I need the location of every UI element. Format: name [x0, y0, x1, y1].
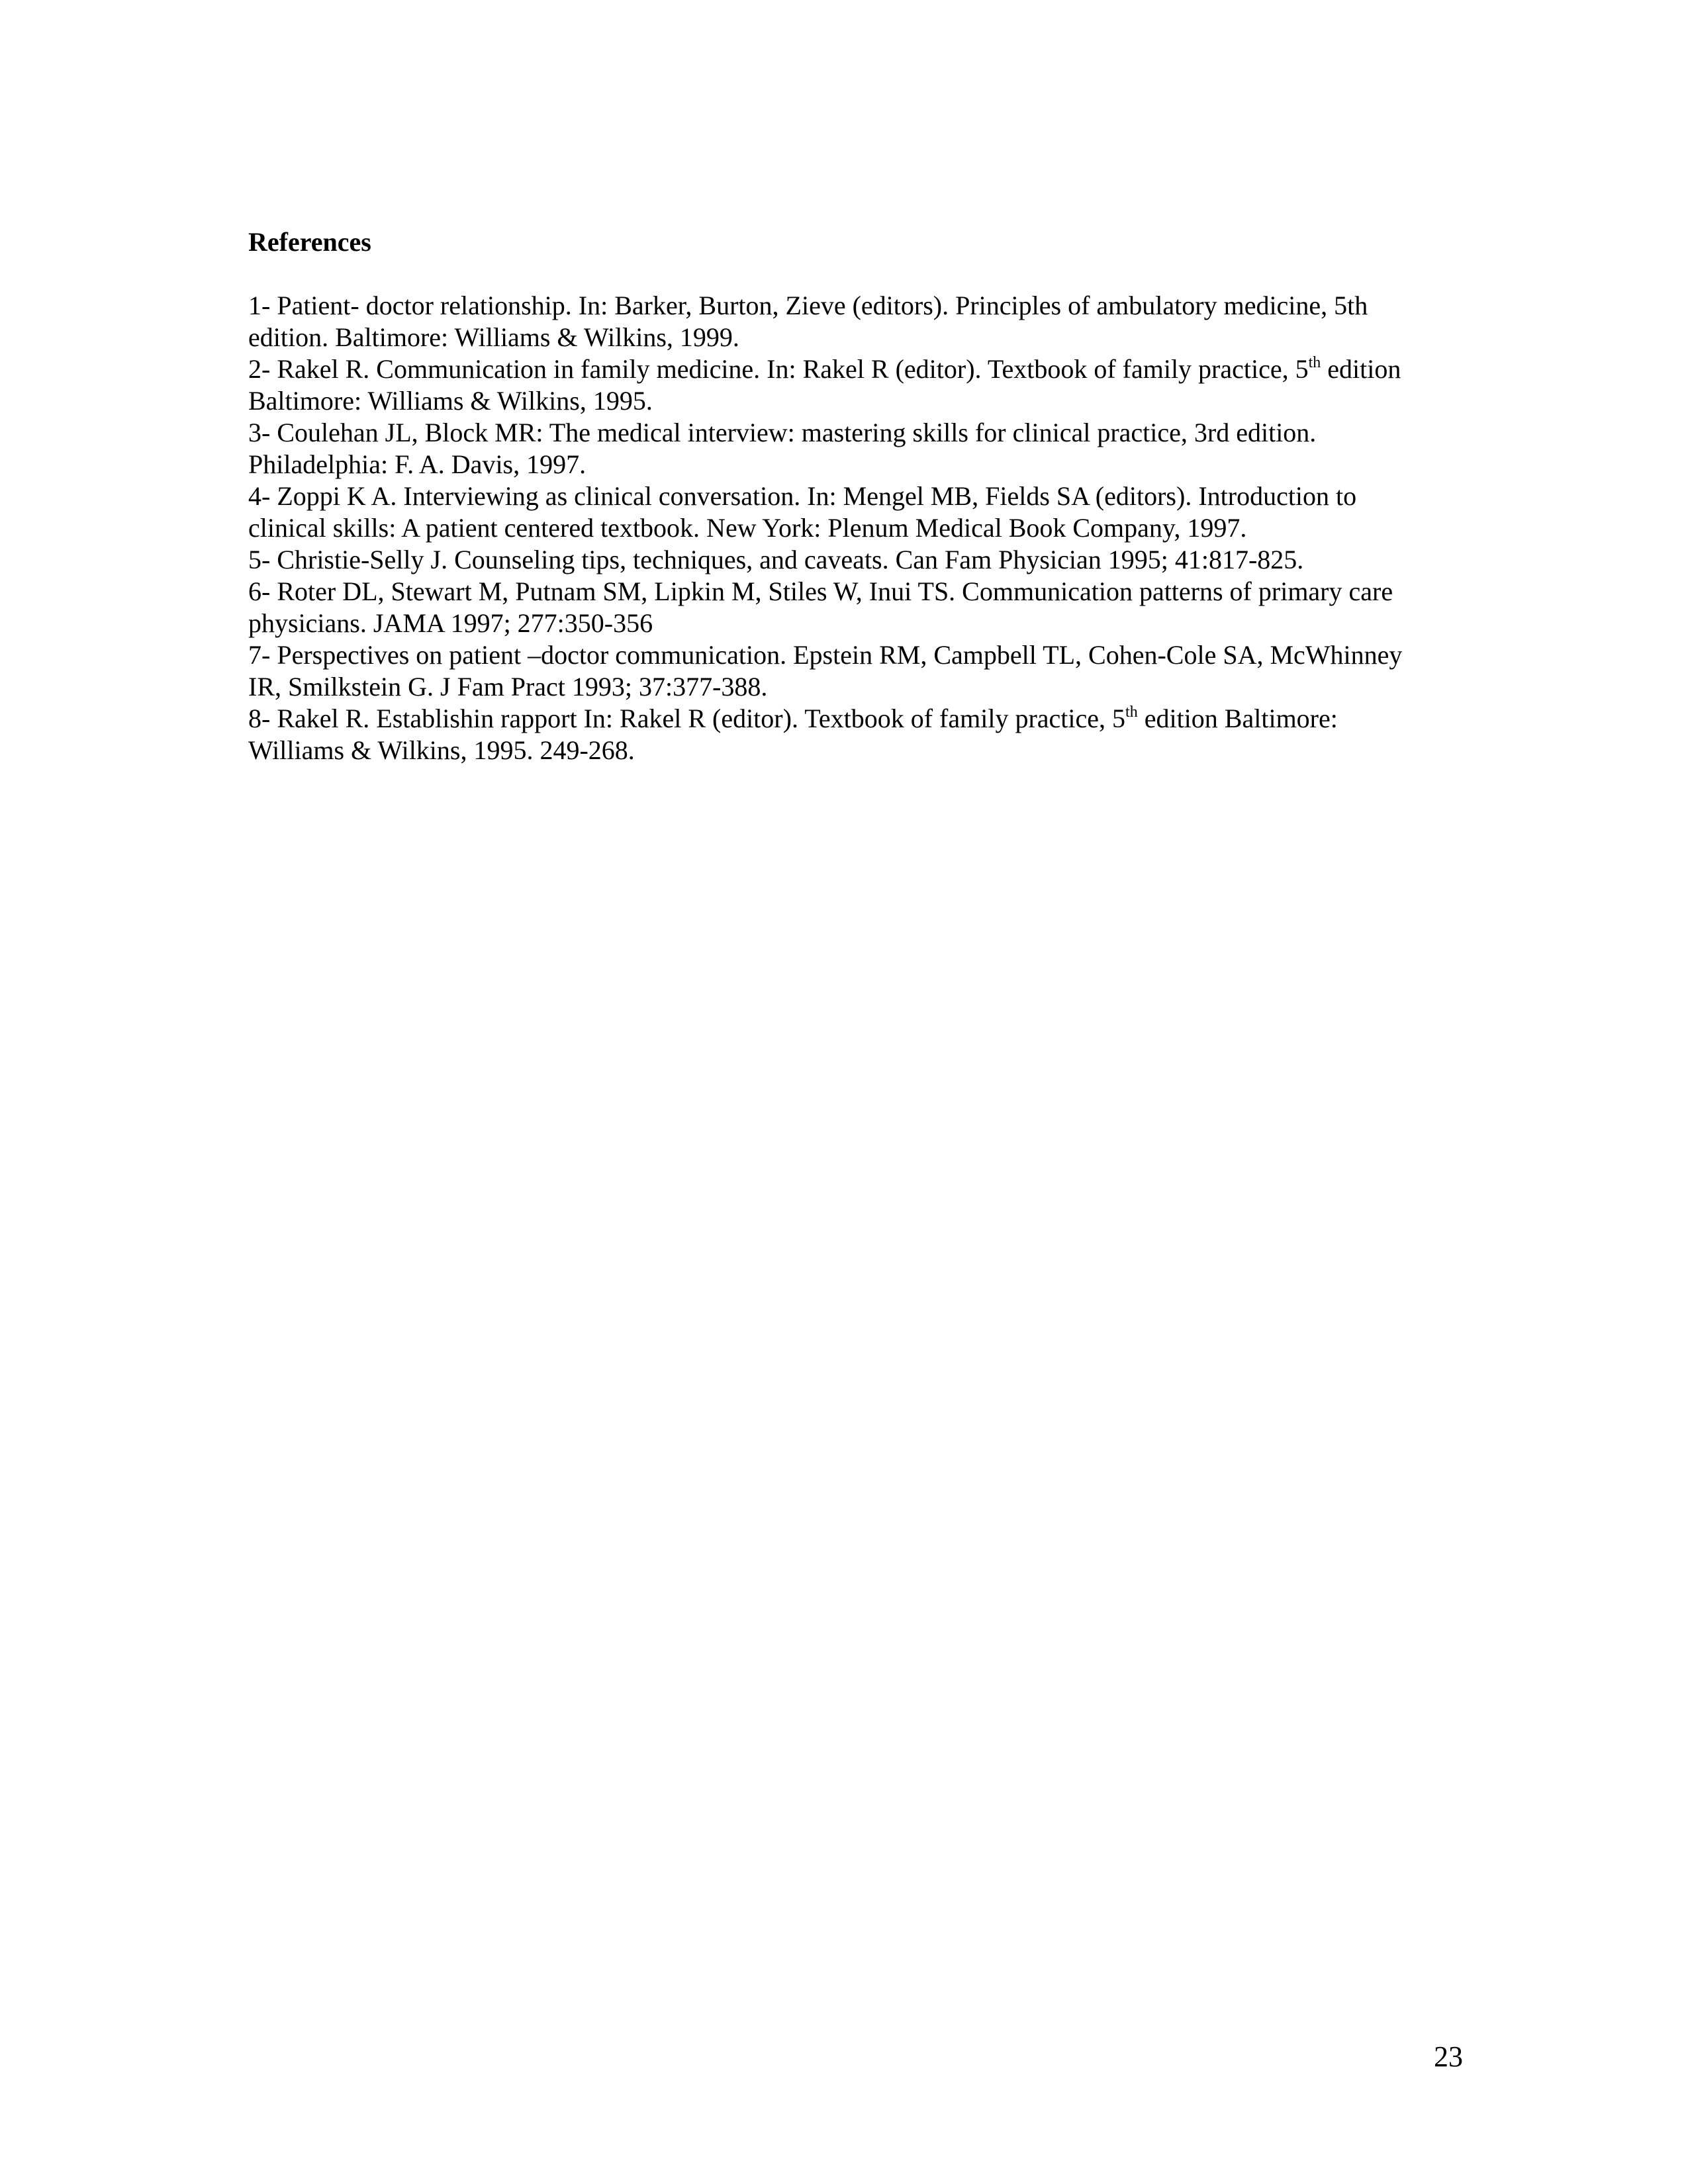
superscript-ordinal: th	[1125, 704, 1138, 721]
reference-8-text: 8- Rakel R. Establishin rapport In: Rakel R (editor). Textbook of family practice, 5	[248, 704, 1126, 733]
reference-2-text: 2- Rakel R. Communication in family medicine. In: Rakel R (editor). Textbook of family practice, 5	[248, 354, 1309, 384]
reference-list	[248, 290, 1440, 766]
reference-item-5: 5- Christie-Selly J. Counseling tips, techniques, and caveats. Can Fam Physician 1995; 41:817-825.	[248, 545, 1304, 574]
reference-item-3: 3- Coulehan JL, Block MR: The medical interview: mastering skills for clinical practice, 3rd edition. Philadelphia: F. A. Davis, 1997.	[248, 418, 1317, 479]
reference-item-1: 1- Patient- doctor relationship. In: Barker, Burton, Zieve (editors). Principles of ambulatory medicine, 5th edition. Baltimore: Williams & Wilkins, 1999.	[248, 291, 1368, 352]
reference-item-6: 6- Roter DL, Stewart M, Putnam SM, Lipkin M, Stiles W, Inui TS. Communication patterns of primary care physicians. JAMA 1997; 277:350-356	[248, 576, 1393, 638]
references-section	[248, 226, 1440, 766]
reference-item-8	[248, 703, 1440, 766]
reference-8-text-continued: edition Baltimore: Williams & Wilkins, 1995. 249-268.	[248, 704, 1338, 765]
page-number: 23	[1434, 2040, 1463, 2073]
superscript-ordinal: th	[1308, 354, 1321, 371]
reference-item-4: 4- Zoppi K A. Interviewing as clinical conversation. In: Mengel MB, Fields SA (editors). Introduction to clinical skills: A patient centered textbook. New York: Plenum Medical Book Company, 1997.	[248, 481, 1357, 543]
reference-2-text-continued: edition Baltimore: Williams & Wilkins, 1995.	[248, 354, 1401, 416]
reference-item-7: 7- Perspectives on patient –doctor communication. Epstein RM, Campbell TL, Cohen-Cole SA, McWhinney IR, Smilkstein G. J Fam Pract 1993; 37:377-388.	[248, 640, 1403, 702]
references-heading: References	[248, 227, 371, 257]
reference-item-2	[248, 353, 1440, 417]
